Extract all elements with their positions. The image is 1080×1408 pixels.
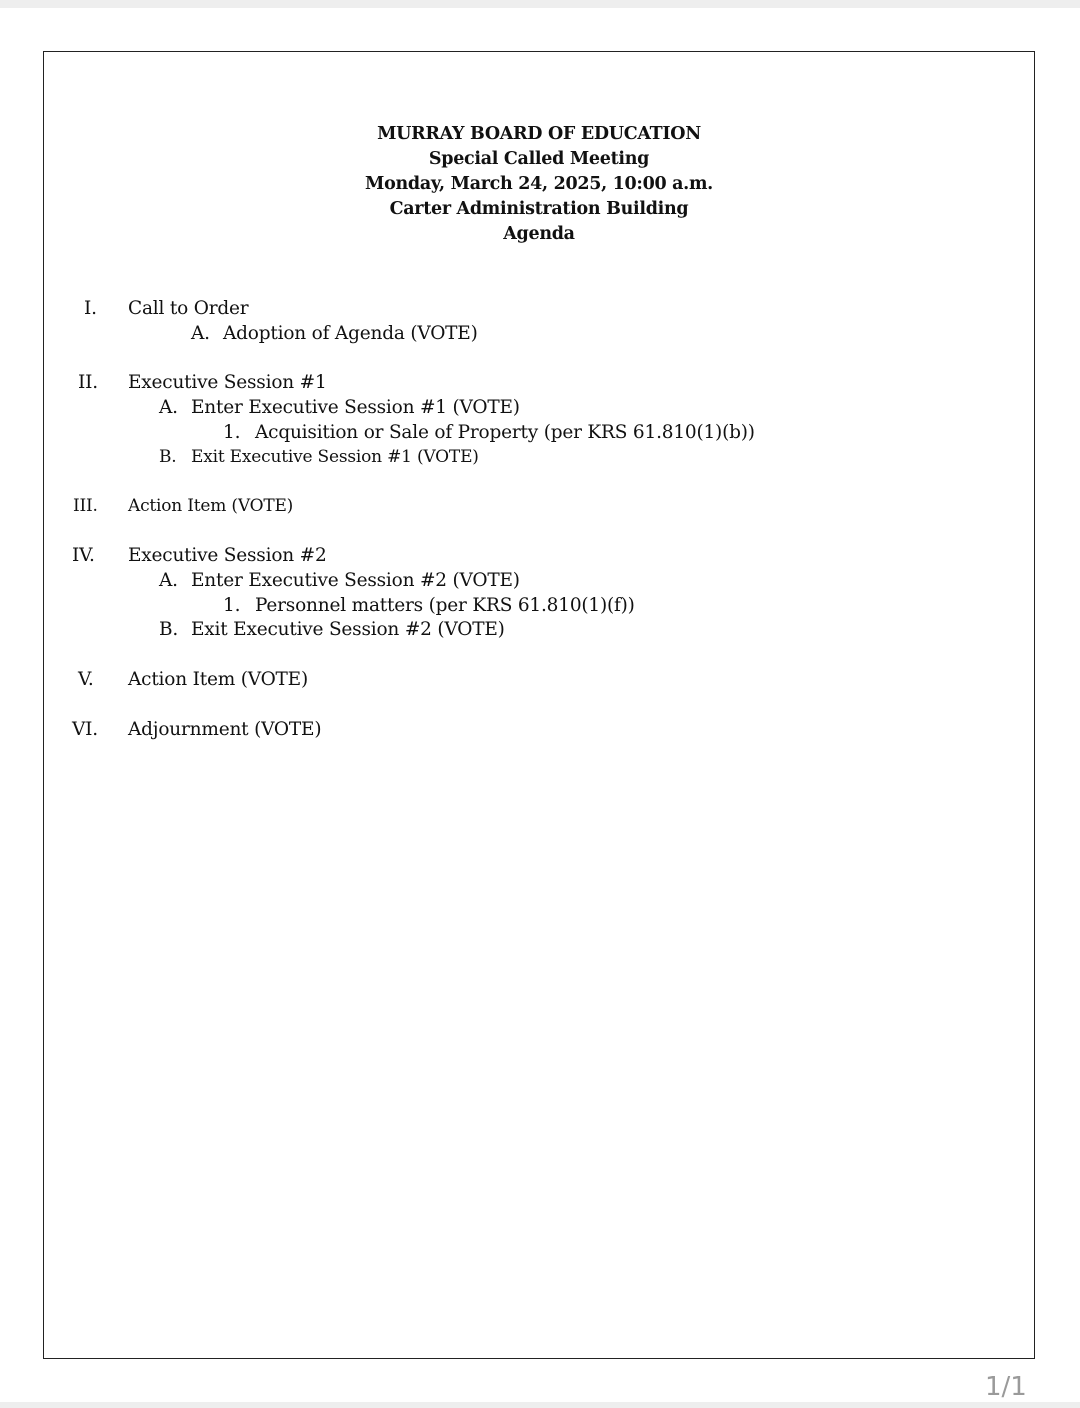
agenda-item-number: VI. — [72, 719, 98, 740]
sub-sub-item-text: Personnel matters (per KRS 61.810(1)(f)) — [255, 595, 635, 616]
meeting-location: Carter Administration Building — [389, 199, 689, 219]
agenda-item-number: IV. — [72, 545, 95, 566]
sub-sub-item-number: 1. — [223, 595, 241, 616]
viewer-bottom-strip — [0, 1402, 1080, 1408]
sub-item-text: Enter Executive Session #2 (VOTE) — [191, 570, 520, 591]
agenda-item-title: Executive Session #2 — [128, 545, 327, 566]
sub-item-text: Exit Executive Session #2 (VOTE) — [191, 619, 505, 640]
agenda-item-number: III. — [73, 496, 98, 516]
document-title: Agenda — [503, 224, 575, 244]
agenda-item-title: Executive Session #1 — [128, 372, 327, 393]
document-page — [43, 51, 1035, 1359]
sub-sub-item-number: 1. — [223, 422, 241, 443]
viewer-top-strip — [0, 0, 1080, 8]
sub-item-letter: A. — [159, 570, 178, 591]
agenda-item-title: Call to Order — [128, 298, 249, 319]
sub-item-text: Exit Executive Session #1 (VOTE) — [191, 447, 479, 467]
agenda-item-title: Adjournment (VOTE) — [128, 719, 322, 740]
agenda-item-title: Action Item (VOTE) — [128, 669, 308, 690]
sub-item-text: Enter Executive Session #1 (VOTE) — [191, 397, 520, 418]
page-counter: 1/1 — [985, 1372, 1027, 1402]
sub-item-text: Adoption of Agenda (VOTE) — [223, 323, 478, 344]
agenda-item-title: Action Item (VOTE) — [128, 496, 294, 516]
sub-sub-item-text: Acquisition or Sale of Property (per KRS 61.810(1)(b)) — [255, 422, 755, 443]
meeting-type: Special Called Meeting — [428, 149, 650, 169]
agenda-item-number: I. — [84, 298, 97, 319]
agenda-item-number: V. — [78, 669, 94, 690]
meeting-datetime: Monday, March 24, 2025, 10:00 a.m. — [365, 174, 713, 194]
sub-item-letter: A. — [159, 397, 178, 418]
sub-item-letter: B. — [159, 447, 177, 467]
sub-item-letter: B. — [159, 619, 179, 640]
document-header — [44, 122, 1034, 247]
sub-item-letter: A. — [191, 323, 210, 344]
board-name: MURRAY BOARD OF EDUCATION — [377, 124, 701, 144]
agenda-item-number: II. — [78, 372, 98, 393]
